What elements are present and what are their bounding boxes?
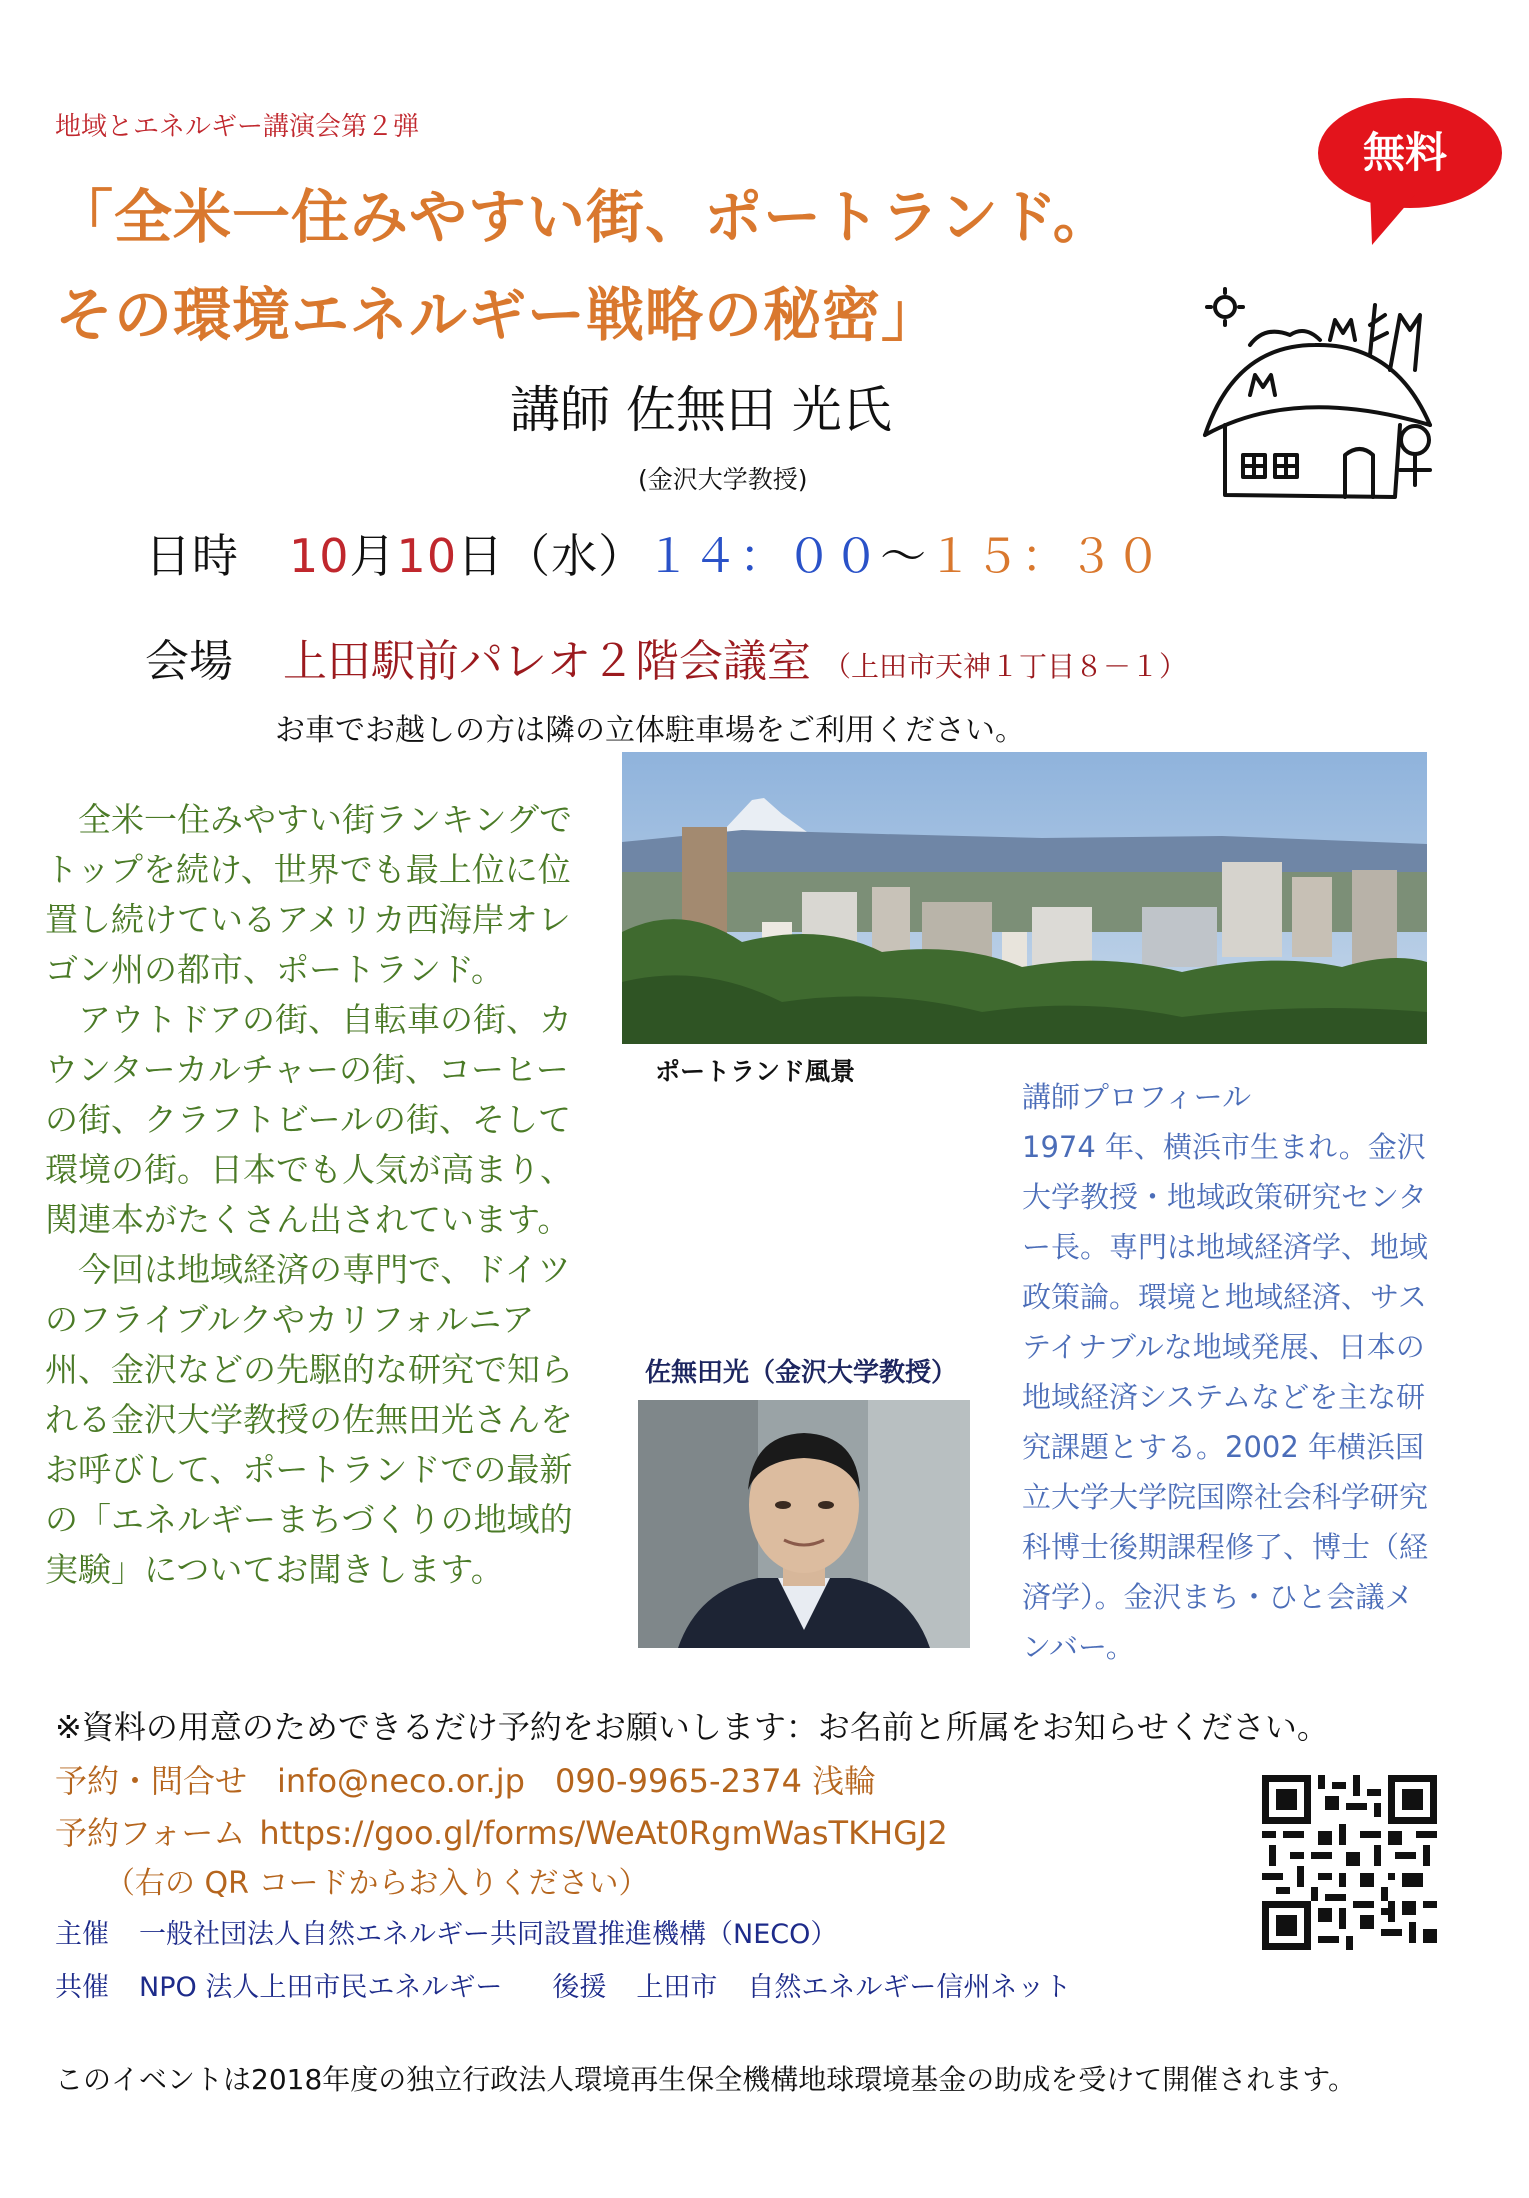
profile-heading: 講師プロフィール [1022, 1080, 1252, 1114]
venue-address: （上田市天神１丁目８－１） [823, 650, 1188, 683]
support-name-1: 上田市 [636, 1972, 718, 2003]
support-label: 後援 [552, 1972, 607, 2003]
contact-line [55, 1756, 906, 1802]
date-day-unit: 日（水） [457, 529, 646, 583]
host-label: 主催 [55, 1919, 109, 1950]
grant-footer-note: このイベントは2018年度の独立行政法人環境再生保全機構地球環境基金の助成を受けて開催されます。 [55, 2063, 1357, 2096]
event-datetime [145, 520, 1162, 586]
reservation-note: ※資料の用意のためできるだけ予約をお願いします：お名前と所属をお知らせください。 [55, 1708, 1329, 1746]
free-badge: 無料 [1362, 128, 1447, 177]
cohost-name: NPO 法人上田市民エネルギー [139, 1972, 503, 2003]
lecturer-name: 講師 佐無田 光氏 [510, 381, 892, 439]
portland-city-photo [622, 752, 1427, 1044]
date-month: 10 [289, 529, 350, 583]
date-day: 10 [396, 529, 458, 583]
event-title-line1: 「全米一住みやすい街、ポートランド。 [55, 183, 1112, 251]
form-url-link[interactable]: https://goo.gl/forms/WeAt0RgmWasTKHGJ2 [259, 1814, 948, 1852]
host-line [55, 1912, 837, 1951]
time-tilde: ～ [880, 529, 928, 583]
event-title-line2: その環境エネルギー戦略の秘密」 [55, 281, 941, 349]
parking-note: お車でお越しの方は隣の立体駐車場をご利用ください。 [275, 713, 1025, 748]
cohost-label: 共催 [55, 1972, 109, 2003]
venue-label: 会場 [145, 636, 233, 687]
support-name-2: 自然エネルギー信州ネット [747, 1972, 1072, 2003]
house-illustration-icon [1195, 285, 1440, 510]
venue-name: 上田駅前パレオ２階会議室 [283, 636, 811, 687]
description-paragraph-3: 今回は地域経済の専門で、ドイツのフライブルクやカリフォルニア州、金沢などの先駆的な研究で知られる金沢大学教授の佐無田光さんをお呼びして、ポートランドでの最新の「エネルギーまちづくりの地域的実験」についてお聞きします。 [45, 1250, 573, 1589]
contact-email-link[interactable]: info@neco.or.jp [277, 1762, 525, 1800]
time-end: １５：３０ [927, 529, 1163, 583]
event-description [45, 795, 590, 1595]
event-venue [145, 625, 1187, 689]
lecturer-affiliation: (金沢大学教授) [638, 465, 808, 494]
date-month-unit: 月 [349, 529, 397, 583]
description-paragraph-2: アウトドアの街、自転車の街、カウンターカルチャーの街、コーヒーの街、クラフトビールの街、そして環境の街。日本でも人気が高まり、関連本がたくさん出されています。 [45, 1000, 573, 1239]
qr-code-icon[interactable] [1262, 1775, 1437, 1950]
host-name: 一般社団法人自然エネルギー共同設置推進機構（NECO） [139, 1919, 838, 1950]
form-label: 予約フォーム [55, 1814, 246, 1852]
description-paragraph-1: 全米一住みやすい街ランキングでトップを続け、世界でも最上位に位置し続けているアメリカ西海岸オレゴン州の都市、ポートランド。 [45, 800, 573, 989]
datetime-label: 日時 [145, 529, 239, 583]
person-photo-caption: 佐無田光（金沢大学教授） [645, 1358, 958, 1388]
form-line [55, 1808, 948, 1854]
cohost-line [55, 1965, 1071, 2004]
contact-phone: 090-9965-2374 浅輪 [554, 1762, 877, 1800]
time-start: １４：００ [645, 529, 881, 583]
qr-note: （右の QR コードからお入りください） [105, 1866, 649, 1901]
series-label: 地域とエネルギー講演会第２弾 [55, 112, 420, 142]
contact-label: 予約・問合せ [55, 1762, 248, 1800]
profile-text: 1974 年、横浜市生まれ。金沢大学教授・地域政策研究センター長。専門は地域経済学、地域政策論。環境と地域経済、サステイナブルな地域発展、日本の地域経済システムなどを主な研究課題とする。2002 年横浜国立大学大学院国際社会科学研究科博士後期課程修了、博士（経済学）。金沢まち・ひと会議メンバー。 [1022, 1130, 1429, 1664]
city-photo-caption: ポートランド風景 [655, 1057, 856, 1086]
lecturer-portrait-photo [638, 1400, 970, 1648]
